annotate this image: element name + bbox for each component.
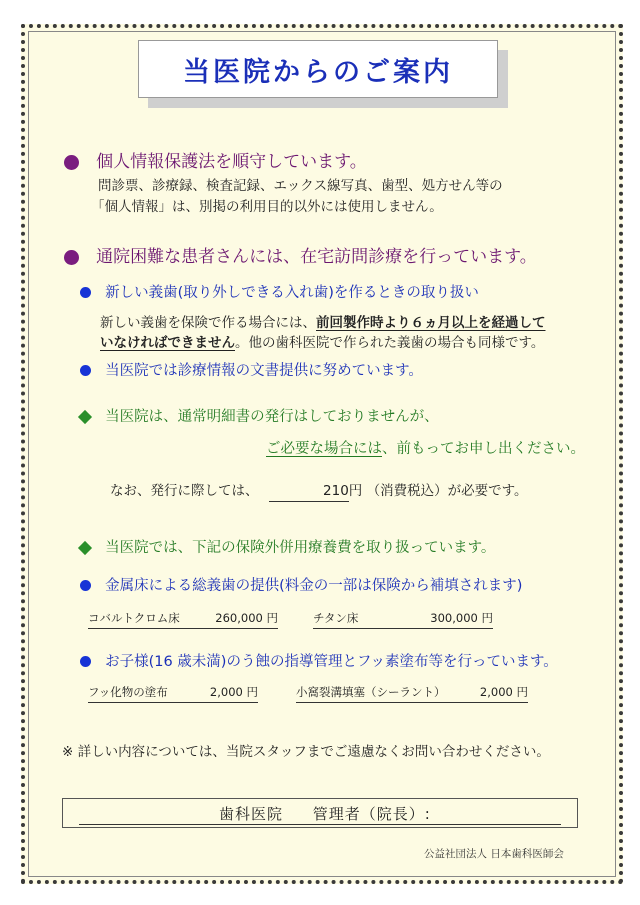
signature-line bbox=[79, 824, 561, 825]
denture-line2-b: 。他の歯科医院で作られた義歯の場合も同様です。 bbox=[235, 335, 545, 351]
statement-heading: 当医院は、通常明細書の発行はしておりませんが、 bbox=[105, 409, 439, 425]
metalbase-item1-price: 260,000 円 bbox=[215, 611, 278, 625]
section1-line2: 「個人情報」は、別掲の利用目的以外には使用しません。 bbox=[91, 199, 443, 215]
children-item1-price: 2,000 円 bbox=[209, 685, 258, 699]
page-title: 当医院からのご案内 bbox=[183, 56, 453, 88]
blue-bullet-icon bbox=[80, 365, 91, 376]
signature-manager-label: 管理者（院長）: bbox=[312, 805, 431, 823]
blue-bullet-icon bbox=[80, 580, 91, 591]
children-item2-label: 小窩裂溝填塞（シーラント） bbox=[296, 685, 446, 699]
metalbase-item2-price: 300,000 円 bbox=[430, 611, 493, 625]
metalbase-item2-label: チタン床 bbox=[313, 611, 359, 625]
title-box bbox=[138, 40, 498, 98]
metalbase-item1 bbox=[88, 610, 278, 629]
docinfo-heading: 当医院では診療情報の文書提供に努めています。 bbox=[105, 363, 423, 379]
metalbase-item2 bbox=[313, 610, 493, 629]
statement-line2-a: ご必要な場合には bbox=[266, 441, 382, 457]
green-diamond-icon bbox=[78, 409, 92, 423]
docinfo-heading-row bbox=[80, 359, 423, 380]
denture-line2-a: いなければできません bbox=[100, 335, 235, 351]
children-item2 bbox=[296, 684, 528, 703]
section1-heading: 個人情報保護法を順守しています。 bbox=[96, 152, 367, 172]
denture-heading-row bbox=[80, 281, 479, 302]
signature-text bbox=[219, 803, 431, 824]
children-item2-price: 2,000 円 bbox=[479, 685, 528, 699]
denture-line1-a: 新しい義歯を保険で作る場合には、 bbox=[100, 315, 316, 331]
section2-heading-row bbox=[64, 242, 537, 267]
children-heading-row bbox=[80, 650, 558, 671]
denture-line2 bbox=[100, 331, 544, 351]
statement-fee-line bbox=[110, 479, 528, 502]
statement-fee-a: なお、発行に際しては、 bbox=[110, 483, 259, 499]
noninsured-heading-row bbox=[80, 536, 495, 557]
children-item1-label: フッ化物の塗布 bbox=[88, 685, 168, 699]
metalbase-heading-row bbox=[80, 574, 522, 595]
signature-box bbox=[62, 798, 578, 828]
denture-line1 bbox=[100, 311, 546, 331]
statement-fee-unit: 円 bbox=[348, 483, 363, 499]
denture-line1-b: 前回製作時より６ヵ月以上を経過して bbox=[316, 315, 546, 331]
metalbase-item1-label: コバルトクロム床 bbox=[88, 611, 180, 625]
blue-bullet-icon bbox=[80, 656, 91, 667]
statement-line2 bbox=[266, 437, 585, 458]
contact-note: ※ 詳しい内容については、当院スタッフまでご遠慮なくお問い合わせください。 bbox=[62, 744, 550, 760]
section1-heading-row bbox=[64, 147, 367, 172]
purple-bullet-icon bbox=[64, 155, 79, 170]
signature-clinic-label: 歯科医院 bbox=[219, 805, 284, 823]
section2-heading: 通院困難な患者さんには、在宅訪問診療を行っています。 bbox=[96, 247, 537, 267]
noninsured-heading: 当医院では、下記の保険外併用療養費を取り扱っています。 bbox=[105, 540, 496, 556]
statement-line2-b: 、前もってお申し出ください。 bbox=[382, 441, 585, 457]
statement-fee-amount: 210 bbox=[269, 483, 349, 502]
children-heading: お子様(16 歳未満)のう蝕の指導管理とフッ素塗布等を行っています。 bbox=[105, 654, 558, 670]
statement-fee-b: （消費税込）が必要です。 bbox=[366, 483, 528, 499]
children-item1 bbox=[88, 684, 258, 703]
purple-bullet-icon bbox=[64, 250, 79, 265]
denture-heading: 新しい義歯(取り外しできる入れ歯)を作るときの取り扱い bbox=[105, 285, 479, 301]
section1-line1: 問診票、診療録、検査記録、エックス線写真、歯型、処方せん等の bbox=[98, 178, 503, 194]
statement-heading-row bbox=[80, 405, 439, 426]
blue-bullet-icon bbox=[80, 287, 91, 298]
green-diamond-icon bbox=[78, 540, 92, 554]
footer-org: 公益社団法人 日本歯科医師会 bbox=[424, 848, 564, 860]
metalbase-heading: 金属床による総義歯の提供(料金の一部は保険から補填されます) bbox=[105, 578, 523, 594]
